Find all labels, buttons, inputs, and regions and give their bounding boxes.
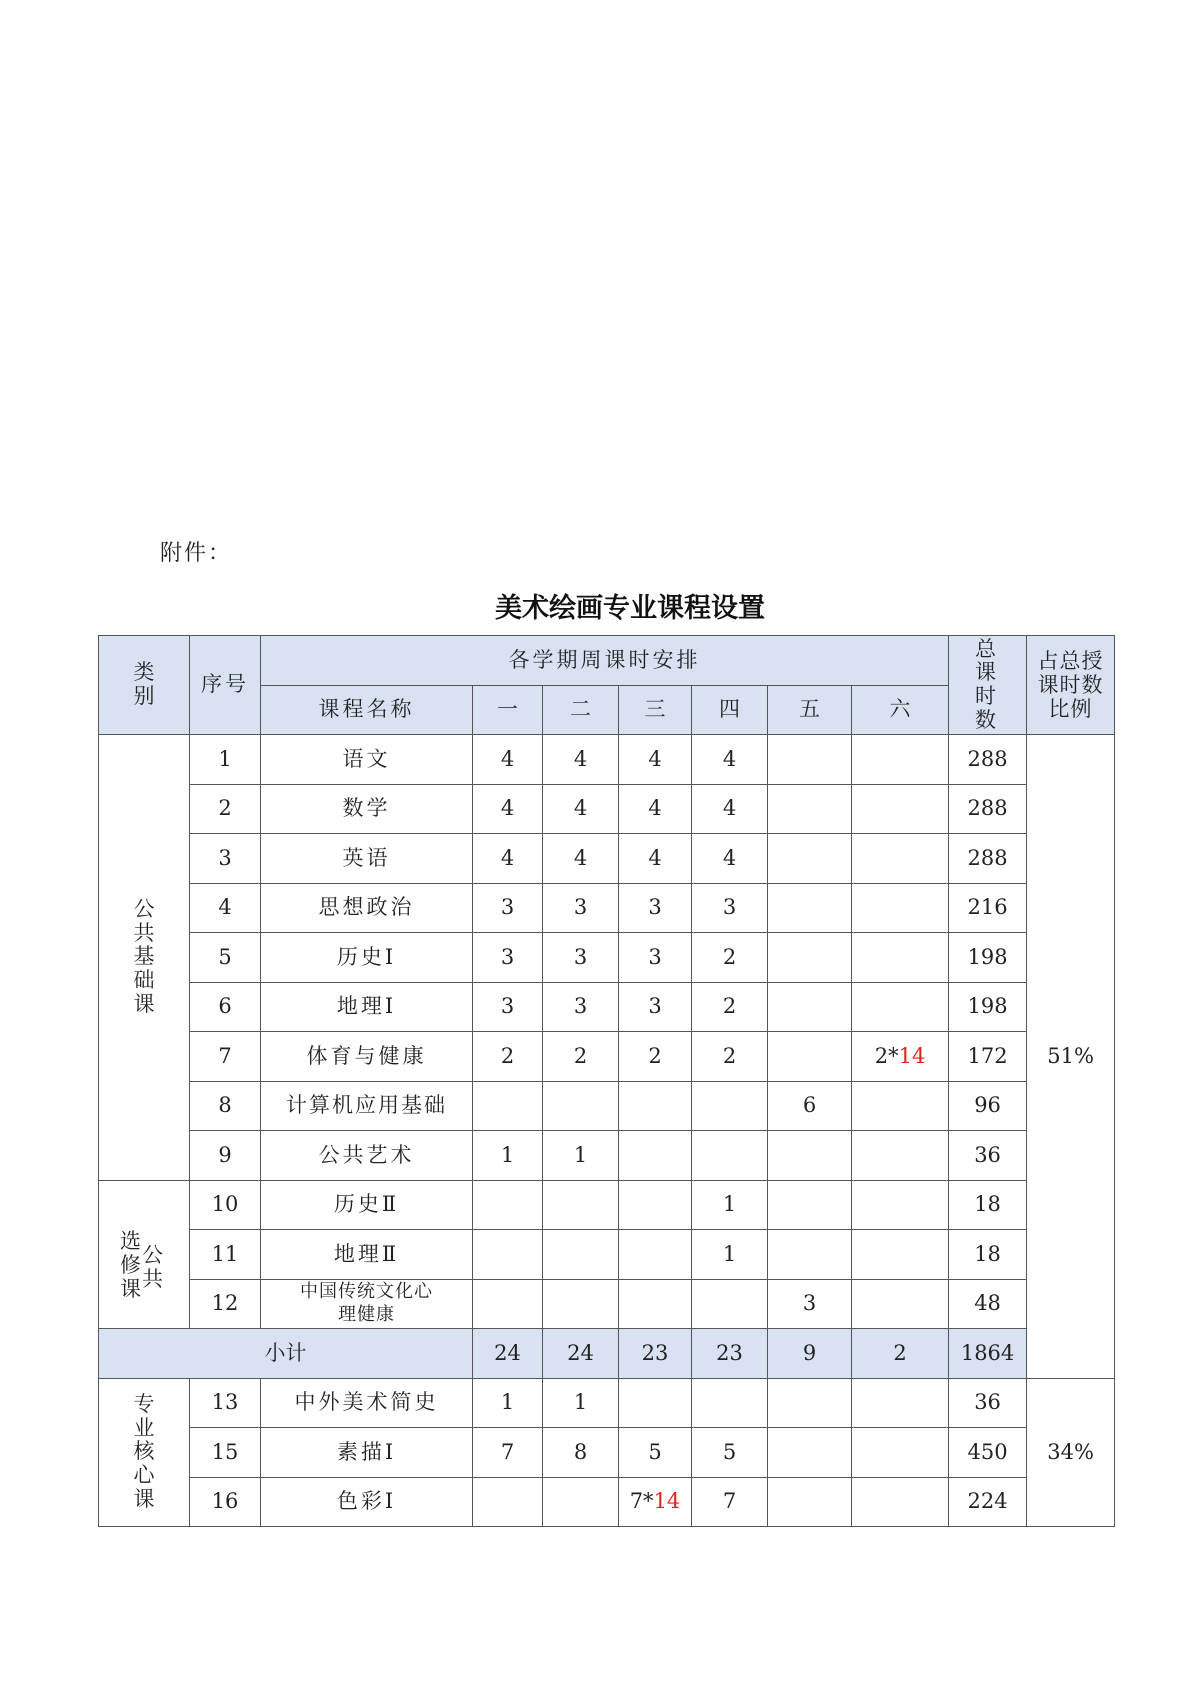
cell-course-name: 数学: [261, 784, 473, 834]
cell-seq: 3: [190, 834, 261, 884]
cell-s4: 4: [692, 784, 768, 834]
cell-s3: [619, 1180, 692, 1230]
table-row: [99, 1230, 1115, 1280]
cell-total: 36: [949, 1378, 1027, 1428]
cell-course-name: 色彩Ⅰ: [261, 1477, 473, 1527]
cell-seq: 11: [190, 1230, 261, 1280]
table-row: [99, 982, 1115, 1032]
cell-total: 288: [949, 784, 1027, 834]
cell-s5: [768, 1428, 852, 1478]
cell-course-name: 地理Ⅱ: [261, 1230, 473, 1280]
cell-s1: 7: [473, 1428, 543, 1478]
table-row: [99, 1279, 1115, 1329]
cell-s6: [852, 1081, 949, 1131]
cell-total: 198: [949, 982, 1027, 1032]
cell-s6: [852, 735, 949, 785]
cell-total: 172: [949, 1032, 1027, 1082]
cell-s2: 2: [543, 1032, 619, 1082]
cell-total: 96: [949, 1081, 1027, 1131]
cell-seq: 12: [190, 1279, 261, 1329]
cell-total: 198: [949, 933, 1027, 983]
cell-seq: 8: [190, 1081, 261, 1131]
cell-s2: 4: [543, 735, 619, 785]
cell-s2: [543, 1477, 619, 1527]
subtotal-s2: 24: [543, 1329, 619, 1379]
cell-s2: [543, 1279, 619, 1329]
cell-s2: 3: [543, 933, 619, 983]
cell-seq: 16: [190, 1477, 261, 1527]
document-title: 美术绘画专业课程设置: [495, 593, 765, 624]
cell-course-name: 历史Ⅰ: [261, 933, 473, 983]
cell-course-name: 地理Ⅰ: [261, 982, 473, 1032]
cell-s1: 3: [473, 982, 543, 1032]
cell-s4: 1: [692, 1230, 768, 1280]
cell-s1: 4: [473, 784, 543, 834]
ratio-professional: 34%: [1027, 1378, 1115, 1527]
cell-s3: 3: [619, 883, 692, 933]
cell-course-name: 中外美术简史: [261, 1378, 473, 1428]
cell-s1: 1: [473, 1378, 543, 1428]
cell-s6: [852, 784, 949, 834]
cell-total: 288: [949, 735, 1027, 785]
cell-s1: [473, 1230, 543, 1280]
cell-s1: [473, 1180, 543, 1230]
cell-s1: 2: [473, 1032, 543, 1082]
cell-s5: 6: [768, 1081, 852, 1131]
cell-s5: [768, 982, 852, 1032]
cell-s3: 4: [619, 834, 692, 884]
subtotal-s1: 24: [473, 1329, 543, 1379]
cell-total: 288: [949, 834, 1027, 884]
cell-seq: 15: [190, 1428, 261, 1478]
header-semester-1: 一: [473, 685, 543, 735]
cell-s3: [619, 1378, 692, 1428]
cell-course-name: 英语: [261, 834, 473, 884]
cell-s5: [768, 1230, 852, 1280]
table-row: [99, 883, 1115, 933]
course-table: [98, 635, 1115, 1527]
cell-s4: [692, 1081, 768, 1131]
cell-s4: [692, 1279, 768, 1329]
cell-course-name: 中国传统文化心理健康: [261, 1279, 473, 1329]
cell-s6: [852, 982, 949, 1032]
cell-s5: [768, 883, 852, 933]
cell-s3: [619, 1081, 692, 1131]
cell-s5: [768, 933, 852, 983]
cell-s3: 7*14: [619, 1477, 692, 1527]
cell-s2: 1: [543, 1131, 619, 1181]
cell-course-name: 素描Ⅰ: [261, 1428, 473, 1478]
header-ratio: 占总授课时数比例: [1027, 636, 1115, 735]
table-row: [99, 735, 1115, 785]
table-row: [99, 1081, 1115, 1131]
cell-s4: [692, 1378, 768, 1428]
subtotal-label: 小计: [99, 1329, 473, 1379]
header-semester-5: 五: [768, 685, 852, 735]
table-row: [99, 1180, 1115, 1230]
cell-s4: 2: [692, 1032, 768, 1082]
cell-s4: 2: [692, 933, 768, 983]
subtotal-row: [99, 1329, 1115, 1379]
cell-s5: [768, 1378, 852, 1428]
header-weekly-hours: 各学期周课时安排: [261, 636, 949, 686]
group-professional-core: 专业核心课: [99, 1378, 190, 1527]
cell-s3: 4: [619, 735, 692, 785]
cell-s5: [768, 1180, 852, 1230]
cell-s3: 3: [619, 933, 692, 983]
cell-s6: [852, 1477, 949, 1527]
cell-seq: 6: [190, 982, 261, 1032]
subtotal-s3: 23: [619, 1329, 692, 1379]
cell-s5: [768, 1131, 852, 1181]
table-row: [99, 784, 1115, 834]
cell-seq: 7: [190, 1032, 261, 1082]
cell-s5: [768, 735, 852, 785]
highlight-red-text: 14: [653, 1489, 681, 1514]
cell-s5: [768, 834, 852, 884]
cell-s2: [543, 1230, 619, 1280]
cell-seq: 5: [190, 933, 261, 983]
header-semester-6: 六: [852, 685, 949, 735]
cell-s6: [852, 883, 949, 933]
header-course-name: 课程名称: [261, 685, 473, 735]
header-seq: 序号: [190, 636, 261, 735]
cell-s6: 2*14: [852, 1032, 949, 1082]
table-row: [99, 834, 1115, 884]
cell-s2: 3: [543, 883, 619, 933]
cell-total: 18: [949, 1180, 1027, 1230]
cell-s4: 3: [692, 883, 768, 933]
cell-s4: 5: [692, 1428, 768, 1478]
table-row: [99, 933, 1115, 983]
cell-seq: 10: [190, 1180, 261, 1230]
cell-s6: [852, 1230, 949, 1280]
group-public-elective: 选修课 公共: [99, 1180, 190, 1329]
cell-s2: 8: [543, 1428, 619, 1478]
cell-s1: 1: [473, 1131, 543, 1181]
cell-s6: [852, 1279, 949, 1329]
cell-s6: [852, 834, 949, 884]
cell-s4: 4: [692, 834, 768, 884]
cell-s4: 2: [692, 982, 768, 1032]
cell-total: 36: [949, 1131, 1027, 1181]
cell-s2: 4: [543, 784, 619, 834]
cell-s1: [473, 1081, 543, 1131]
cell-s1: [473, 1477, 543, 1527]
cell-s5: 3: [768, 1279, 852, 1329]
cell-seq: 9: [190, 1131, 261, 1181]
cell-s2: 3: [543, 982, 619, 1032]
header-category: 类别: [99, 636, 190, 735]
cell-course-name: 思想政治: [261, 883, 473, 933]
cell-s1: 3: [473, 933, 543, 983]
cell-s3: [619, 1279, 692, 1329]
cell-course-name: 语文: [261, 735, 473, 785]
cell-seq: 4: [190, 883, 261, 933]
cell-total: 450: [949, 1428, 1027, 1478]
cell-s3: 5: [619, 1428, 692, 1478]
subtotal-total: 1864: [949, 1329, 1027, 1379]
cell-s4: [692, 1131, 768, 1181]
cell-s5: [768, 1477, 852, 1527]
cell-course-name: 体育与健康: [261, 1032, 473, 1082]
cell-s4: 4: [692, 735, 768, 785]
highlight-red-text: 14: [898, 1043, 926, 1068]
cell-total: 18: [949, 1230, 1027, 1280]
attachment-label: 附件：: [160, 541, 233, 566]
cell-s3: 2: [619, 1032, 692, 1082]
cell-s6: [852, 1428, 949, 1478]
cell-s5: [768, 1032, 852, 1082]
table-row: [99, 1378, 1115, 1428]
subtotal-s4: 23: [692, 1329, 768, 1379]
cell-course-name: 公共艺术: [261, 1131, 473, 1181]
cell-s3: [619, 1230, 692, 1280]
cell-total: 224: [949, 1477, 1027, 1527]
cell-s6: [852, 1180, 949, 1230]
cell-total: 216: [949, 883, 1027, 933]
header-semester-2: 二: [543, 685, 619, 735]
table-row: [99, 1428, 1115, 1478]
cell-seq: 13: [190, 1378, 261, 1428]
cell-s6: [852, 933, 949, 983]
header-semester-3: 三: [619, 685, 692, 735]
table-row: [99, 1477, 1115, 1527]
cell-total: 48: [949, 1279, 1027, 1329]
cell-course-name: 历史Ⅱ: [261, 1180, 473, 1230]
table-row: [99, 1131, 1115, 1181]
cell-seq: 2: [190, 784, 261, 834]
cell-s5: [768, 784, 852, 834]
table-row: [99, 1032, 1115, 1082]
subtotal-s6: 2: [852, 1329, 949, 1379]
cell-s4: 1: [692, 1180, 768, 1230]
group-public-basic: 公共基础课: [99, 735, 190, 1181]
subtotal-s5: 9: [768, 1329, 852, 1379]
cell-s3: [619, 1131, 692, 1181]
cell-course-name: 计算机应用基础: [261, 1081, 473, 1131]
cell-s6: [852, 1131, 949, 1181]
cell-s4: 7: [692, 1477, 768, 1527]
cell-s2: 4: [543, 834, 619, 884]
cell-s1: [473, 1279, 543, 1329]
header-semester-4: 四: [692, 685, 768, 735]
cell-s3: 4: [619, 784, 692, 834]
cell-s2: 1: [543, 1378, 619, 1428]
header-total-hours: 总课时数: [949, 636, 1027, 735]
cell-s3: 3: [619, 982, 692, 1032]
cell-s2: [543, 1180, 619, 1230]
cell-seq: 1: [190, 735, 261, 785]
cell-s1: 3: [473, 883, 543, 933]
cell-s2: [543, 1081, 619, 1131]
cell-s1: 4: [473, 834, 543, 884]
cell-s1: 4: [473, 735, 543, 785]
ratio-public: 51%: [1027, 735, 1115, 1379]
cell-s6: [852, 1378, 949, 1428]
